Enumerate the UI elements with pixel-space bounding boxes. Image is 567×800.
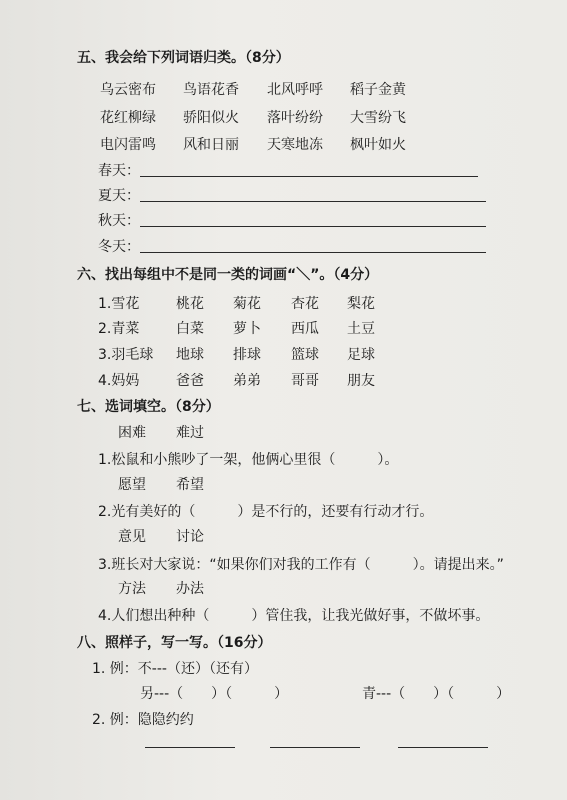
- word-choice: 办法: [176, 581, 204, 597]
- season-label: 秋天：: [98, 213, 140, 229]
- season-label: 春天：: [98, 163, 140, 179]
- fill-sentence[interactable]: 3.班长对大家说：“如果你们对我的工作有（ ）。请提出来。”: [98, 557, 504, 573]
- word-cell: 稻子金黄: [350, 82, 406, 98]
- group-word[interactable]: 地球: [176, 347, 204, 363]
- word-cell: 花红柳绿: [100, 110, 156, 126]
- answer-line[interactable]: [140, 226, 486, 227]
- season-label: 冬天：: [98, 239, 140, 255]
- section-6-title: 六、找出每组中不是同一类的词画“＼”。（4分）: [77, 267, 379, 283]
- group-word[interactable]: 萝卜: [233, 321, 261, 337]
- group-word[interactable]: 杏花: [291, 296, 319, 312]
- group-word[interactable]: 3.羽毛球: [98, 347, 154, 363]
- section-5-title: 五、我会给下列词语归类。（8分）: [77, 50, 290, 66]
- group-word[interactable]: 哥哥: [291, 373, 319, 389]
- word-choice: 希望: [176, 477, 204, 493]
- group-word[interactable]: 西瓜: [291, 321, 319, 337]
- answer-line[interactable]: [140, 252, 486, 253]
- word-cell: 电闪雷鸣: [100, 137, 156, 153]
- group-word[interactable]: 朋友: [347, 373, 375, 389]
- word-cell: 枫叶如火: [350, 137, 406, 153]
- word-choice: 讨论: [176, 529, 204, 545]
- example-1-answer-a[interactable]: 另---（ ）（ ）: [140, 686, 289, 702]
- example-2-label: 2. 例：隐隐约约: [92, 712, 194, 728]
- group-word[interactable]: 梨花: [347, 296, 375, 312]
- group-word[interactable]: 桃花: [176, 296, 204, 312]
- word-cell: 鸟语花香: [183, 82, 239, 98]
- group-word[interactable]: 菊花: [233, 296, 261, 312]
- word-choice: 意见: [118, 529, 146, 545]
- fill-sentence[interactable]: 1.松鼠和小熊吵了一架，他俩心里很（ ）。: [98, 452, 399, 468]
- word-cell: 大雪纷飞: [350, 110, 406, 126]
- answer-line[interactable]: [145, 747, 235, 748]
- fill-sentence[interactable]: 2.光有美好的（ ）是不行的，还要有行动才行。: [98, 504, 434, 520]
- word-choice: 愿望: [118, 477, 146, 493]
- group-word[interactable]: 爸爸: [176, 373, 204, 389]
- answer-line[interactable]: [398, 747, 488, 748]
- fill-sentence[interactable]: 4.人们想出种种（ ）管住我，让我光做好事，不做坏事。: [98, 608, 490, 624]
- group-word[interactable]: 弟弟: [233, 373, 261, 389]
- group-word[interactable]: 1.雪花: [98, 296, 140, 312]
- section-8-title: 八、照样子，写一写。（16分）: [77, 635, 272, 651]
- answer-line[interactable]: [140, 176, 478, 177]
- group-word[interactable]: 篮球: [291, 347, 319, 363]
- word-cell: 天寒地冻: [267, 137, 323, 153]
- answer-line[interactable]: [140, 201, 486, 202]
- season-label: 夏天：: [98, 188, 140, 204]
- section-7-title: 七、选词填空。（8分）: [77, 399, 220, 415]
- group-word[interactable]: 2.青菜: [98, 321, 140, 337]
- word-cell: 落叶纷纷: [267, 110, 323, 126]
- word-cell: 乌云密布: [100, 82, 156, 98]
- group-word[interactable]: 足球: [347, 347, 375, 363]
- group-word[interactable]: 排球: [233, 347, 261, 363]
- word-choice: 方法: [118, 581, 146, 597]
- example-1-answer-b[interactable]: 青---（ ）（ ）: [362, 686, 511, 702]
- answer-line[interactable]: [270, 747, 360, 748]
- word-choice: 难过: [176, 425, 204, 441]
- word-choice: 困难: [118, 425, 146, 441]
- group-word[interactable]: 白菜: [176, 321, 204, 337]
- group-word[interactable]: 4.妈妈: [98, 373, 140, 389]
- word-cell: 风和日丽: [183, 137, 239, 153]
- example-1-label: 1. 例：不---（还）（还有）: [92, 661, 258, 677]
- word-cell: 骄阳似火: [183, 110, 239, 126]
- word-cell: 北风呼呼: [267, 82, 323, 98]
- group-word[interactable]: 土豆: [347, 321, 375, 337]
